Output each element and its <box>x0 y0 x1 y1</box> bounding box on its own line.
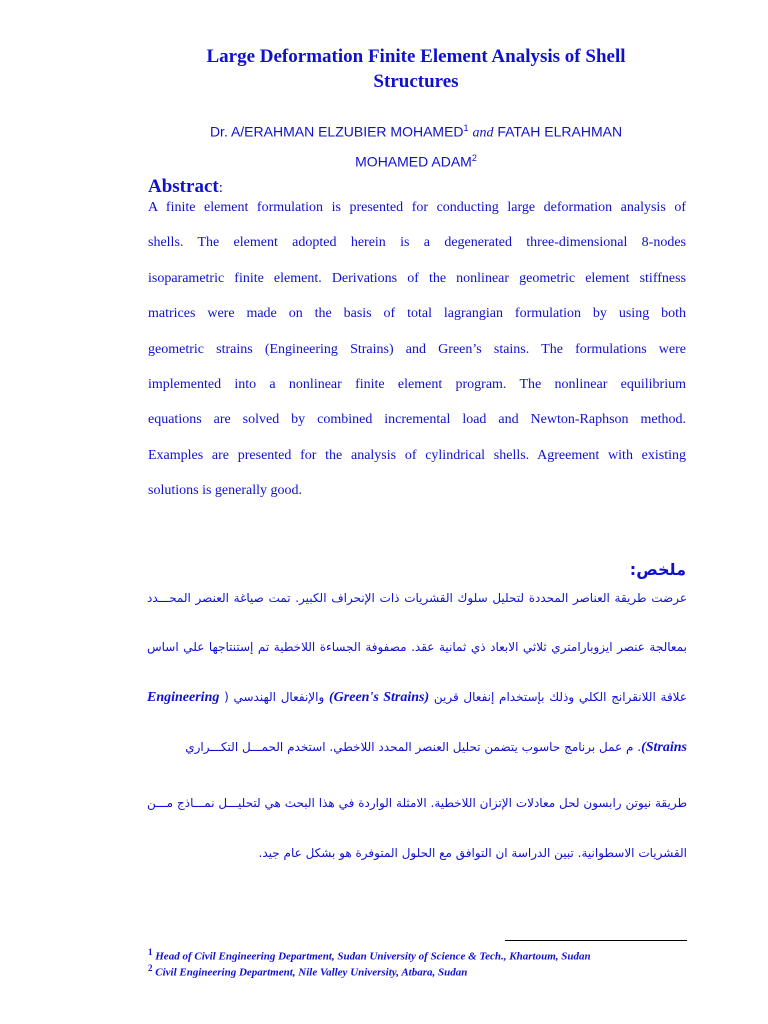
footnote-2 <box>148 961 467 980</box>
authors-block <box>150 116 682 173</box>
author-2-name-part-1: FATAH ELRAHMAN <box>497 123 623 140</box>
author-1-affiliation-mark: 1 <box>463 123 469 133</box>
arabic-abstract-line <box>147 687 687 708</box>
arabic-abstract-line: طريقة نيوتن رابسون لحل معادلات الإتزان اللاخطية. الامثلة الواردة في هذا البحث هي لتحليـــل نمـــاذج مـــن <box>147 796 687 810</box>
abstract-line: isoparametric finite element. Derivations of the nonlinear geometric element stiffness <box>148 271 686 286</box>
paper-title <box>150 44 682 94</box>
abstract-line: Examples are presented for the analysis of cylindrical shells. Agreement with existing <box>148 448 686 463</box>
arabic-line-4-english-term: Strains) <box>641 740 687 755</box>
arabic-line-3-text-b: والإنفعال الهندسي ( <box>224 690 325 704</box>
authors-line-2 <box>150 146 682 174</box>
authors-conjunction: and <box>472 125 494 141</box>
arabic-abstract-line: بمعالجة عنصر ايزوبارامتري ثلاثي الابعاد ذي ثمانية عقد. مصفوفة الجساءة اللاخطية تم إستنتاجها علي اساس <box>147 640 687 654</box>
abstract-line: matrices were made on the basis of total lagrangian formulation by using both <box>148 306 686 321</box>
abstract-heading-text: Abstract <box>148 176 219 197</box>
arabic-abstract-line: عرضت طريقة العناصر المحددة لتحليل سلوك القشريات ذات الإنحراف الكبير. تمت صياغة العنصر المحـــدد <box>147 591 687 605</box>
abstract-heading <box>148 176 223 198</box>
author-2-affiliation-mark: 2 <box>471 152 477 163</box>
arabic-line-3-english-term-2: Engineering <box>147 690 220 705</box>
arabic-line-4-text: . م عمل برنامج حاسوب يتضمن تحليل العنصر المحدد اللاخطي. استخدم الحمـــل التكـــراري <box>185 740 642 754</box>
abstract-line: geometric strains (Engineering Strains) and Green’s stains. The formulations were <box>148 342 686 357</box>
footnote-separator <box>505 940 687 941</box>
author-1-name: Dr. A/ERAHMAN ELZUBIER MOHAMED <box>209 123 464 140</box>
title-line-1: Large Deformation Finite Element Analysis of Shell <box>206 46 626 67</box>
footnote-1-number: 1 <box>148 947 153 957</box>
arabic-line-3-text-a: علاقة اللانقرانج الكلي وذلك بإستخدام إنفعال قرين <box>433 690 688 704</box>
authors-line-1 <box>150 116 682 146</box>
footnote-2-text: Civil Engineering Department, Nile Valley University, Atbara, Sudan <box>155 966 468 979</box>
arabic-abstract-line: القشريات الاسطوانية. تبين الدراسة ان التوافق مع الحلول المتوفرة هو بشكل عام جيد. <box>258 846 687 860</box>
arabic-abstract-line <box>147 737 687 758</box>
footnote-2-number: 2 <box>148 963 153 973</box>
abstract-line: equations are solved by combined incremental load and Newton-Raphson method. <box>148 412 686 427</box>
abstract-heading-colon: : <box>218 180 223 196</box>
abstract-line: implemented into a nonlinear finite element program. The nonlinear equilibrium <box>148 377 686 392</box>
arabic-abstract-heading: ملخص: <box>629 560 686 579</box>
abstract-line: shells. The element adopted herein is a degenerated three-dimensional 8-nodes <box>148 235 686 250</box>
footnote-1-text: Head of Civil Engineering Department, Sudan University of Science & Tech., Khartoum, Sudan <box>155 950 591 963</box>
abstract-line: A finite element formulation is presented for conducting large deformation analysis of <box>148 200 686 215</box>
arabic-line-3-english-term-1: (Green's Strains) <box>329 690 430 705</box>
author-2-name-part-2: MOHAMED ADAM <box>355 153 472 170</box>
abstract-line: solutions is generally good. <box>148 483 302 498</box>
title-line-2: Structures <box>373 71 459 92</box>
